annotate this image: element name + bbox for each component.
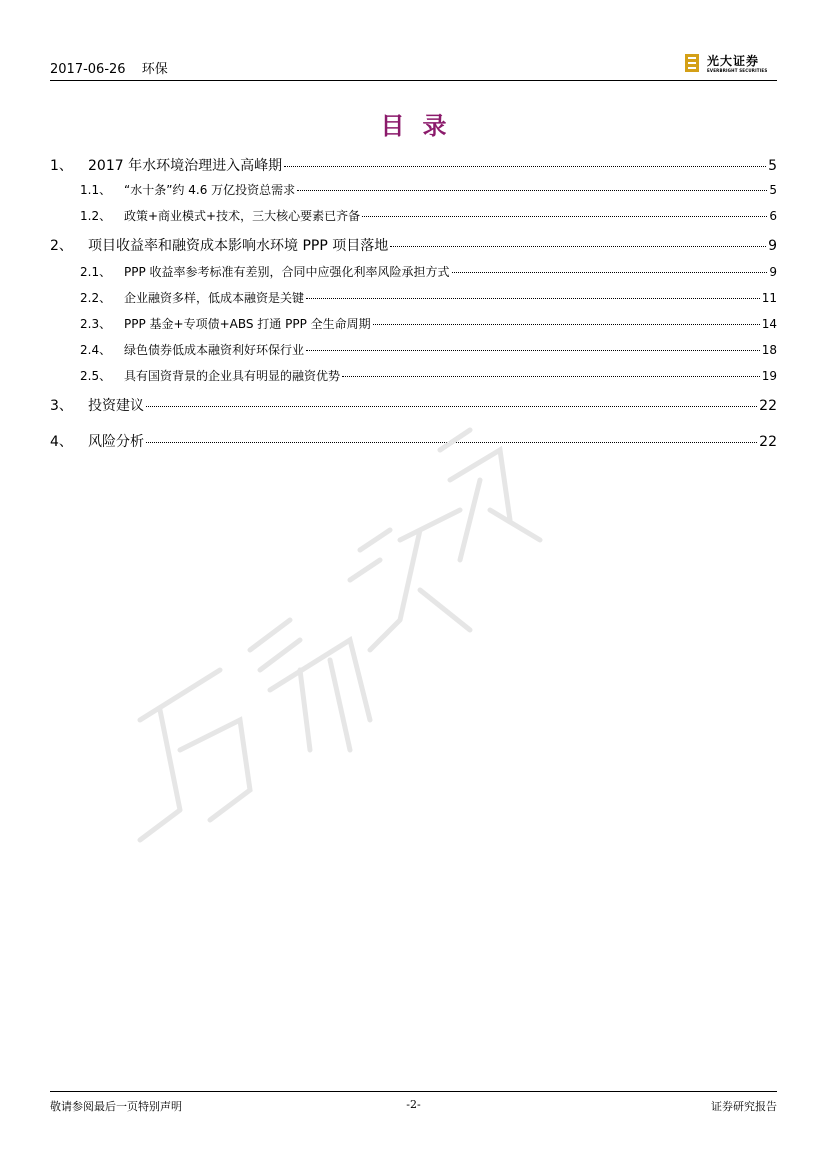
toc-entry-number: 2.1、 (80, 265, 112, 279)
toc-leader-dots (390, 245, 766, 247)
toc-entry[interactable] (50, 181, 777, 198)
report-date: 2017-06-26 (50, 62, 126, 77)
toc-entry-number: 3、 (50, 398, 73, 414)
toc-entry-page: 22 (759, 398, 777, 414)
watermark-icon (100, 420, 560, 880)
toc-entry-page: 14 (761, 317, 777, 331)
toc-entry-number: 1.1、 (80, 183, 112, 197)
toc-entry-title: PPP 基金+专项债+ABS 打通 PPP 全生命周期 (124, 317, 371, 331)
toc-entry-page: 9 (769, 265, 777, 279)
toc-entry-page: 22 (759, 434, 777, 450)
toc-entry[interactable] (50, 395, 777, 415)
toc-entry-title: 绿色债券低成本融资利好环保行业 (124, 343, 305, 357)
toc-leader-dots (146, 441, 757, 443)
toc-entry[interactable] (50, 289, 777, 306)
toc-leader-dots (342, 375, 760, 377)
toc-entry-title: 风险分析 (88, 434, 144, 450)
everbright-logo (685, 52, 777, 74)
toc-entry[interactable] (50, 315, 777, 332)
toc-entry[interactable] (50, 341, 777, 358)
toc-leader-dots (146, 405, 757, 407)
page-header (50, 48, 777, 81)
toc-leader-dots (284, 165, 766, 167)
toc-entry[interactable] (50, 235, 777, 255)
toc-leader-dots (373, 323, 760, 325)
toc-leader-dots (306, 297, 760, 299)
logo-text-cn: 光大证券 (707, 54, 760, 68)
toc-entry-page: 5 (769, 183, 777, 197)
toc-entry-title: 企业融资多样，低成本融资是关键 (124, 291, 305, 305)
toc-entry-page: 18 (761, 343, 777, 357)
footer-doc-type: 证券研究报告 (711, 1100, 777, 1113)
toc-entry-title: 投资建议 (88, 398, 144, 414)
toc-entry-number: 2.5、 (80, 369, 112, 383)
toc-entry[interactable] (50, 207, 777, 224)
toc-entry[interactable] (50, 367, 777, 384)
toc-entry-title: “水十条”约 4.6 万亿投资总需求 (124, 183, 296, 197)
toc-entry-title: 具有国资背景的企业具有明显的融资优势 (124, 369, 341, 383)
toc-entry[interactable] (50, 431, 777, 451)
toc-leader-dots (297, 189, 767, 191)
toc-title: 目录 (380, 111, 465, 140)
footer-disclaimer: 敬请参阅最后一页特别声明 (50, 1100, 182, 1113)
toc-entry-title: 项目收益率和融资成本影响水环境 PPP 项目落地 (88, 238, 389, 254)
toc-entry-number: 4、 (50, 434, 73, 450)
toc-entry-page: 9 (768, 238, 777, 254)
toc-entry-title: 政策+商业模式+技术，三大核心要素已齐备 (124, 209, 361, 223)
report-sector: 环保 (141, 62, 168, 77)
toc-leader-dots (452, 271, 768, 273)
toc-leader-dots (306, 349, 760, 351)
toc-entry-title: 2017 年水环境治理进入高峰期 (88, 158, 283, 174)
toc-entry-page: 6 (769, 209, 777, 223)
toc-entry-number: 1、 (50, 158, 73, 174)
toc-entry-number: 2.2、 (80, 291, 112, 305)
toc-entry[interactable] (50, 155, 777, 175)
toc-entry[interactable] (50, 263, 777, 280)
page-number: -2- (406, 1098, 421, 1111)
logo-mark-icon (685, 54, 699, 72)
toc-entry-page: 19 (761, 369, 777, 383)
toc-entry-title: PPP 收益率参考标准有差别，合同中应强化利率风险承担方式 (124, 265, 450, 279)
page-footer (50, 1091, 777, 1113)
toc-entry-number: 2.4、 (80, 343, 112, 357)
toc-leader-dots (362, 215, 767, 217)
toc-entry-page: 11 (761, 291, 777, 305)
toc-entry-number: 2.3、 (80, 317, 112, 331)
toc-entry-number: 1.2、 (80, 209, 112, 223)
logo-text-en: EVERBRIGHT SECURITIES (707, 68, 768, 73)
toc-entry-page: 5 (768, 158, 777, 174)
toc-entry-number: 2、 (50, 238, 73, 254)
header-info (50, 58, 168, 77)
